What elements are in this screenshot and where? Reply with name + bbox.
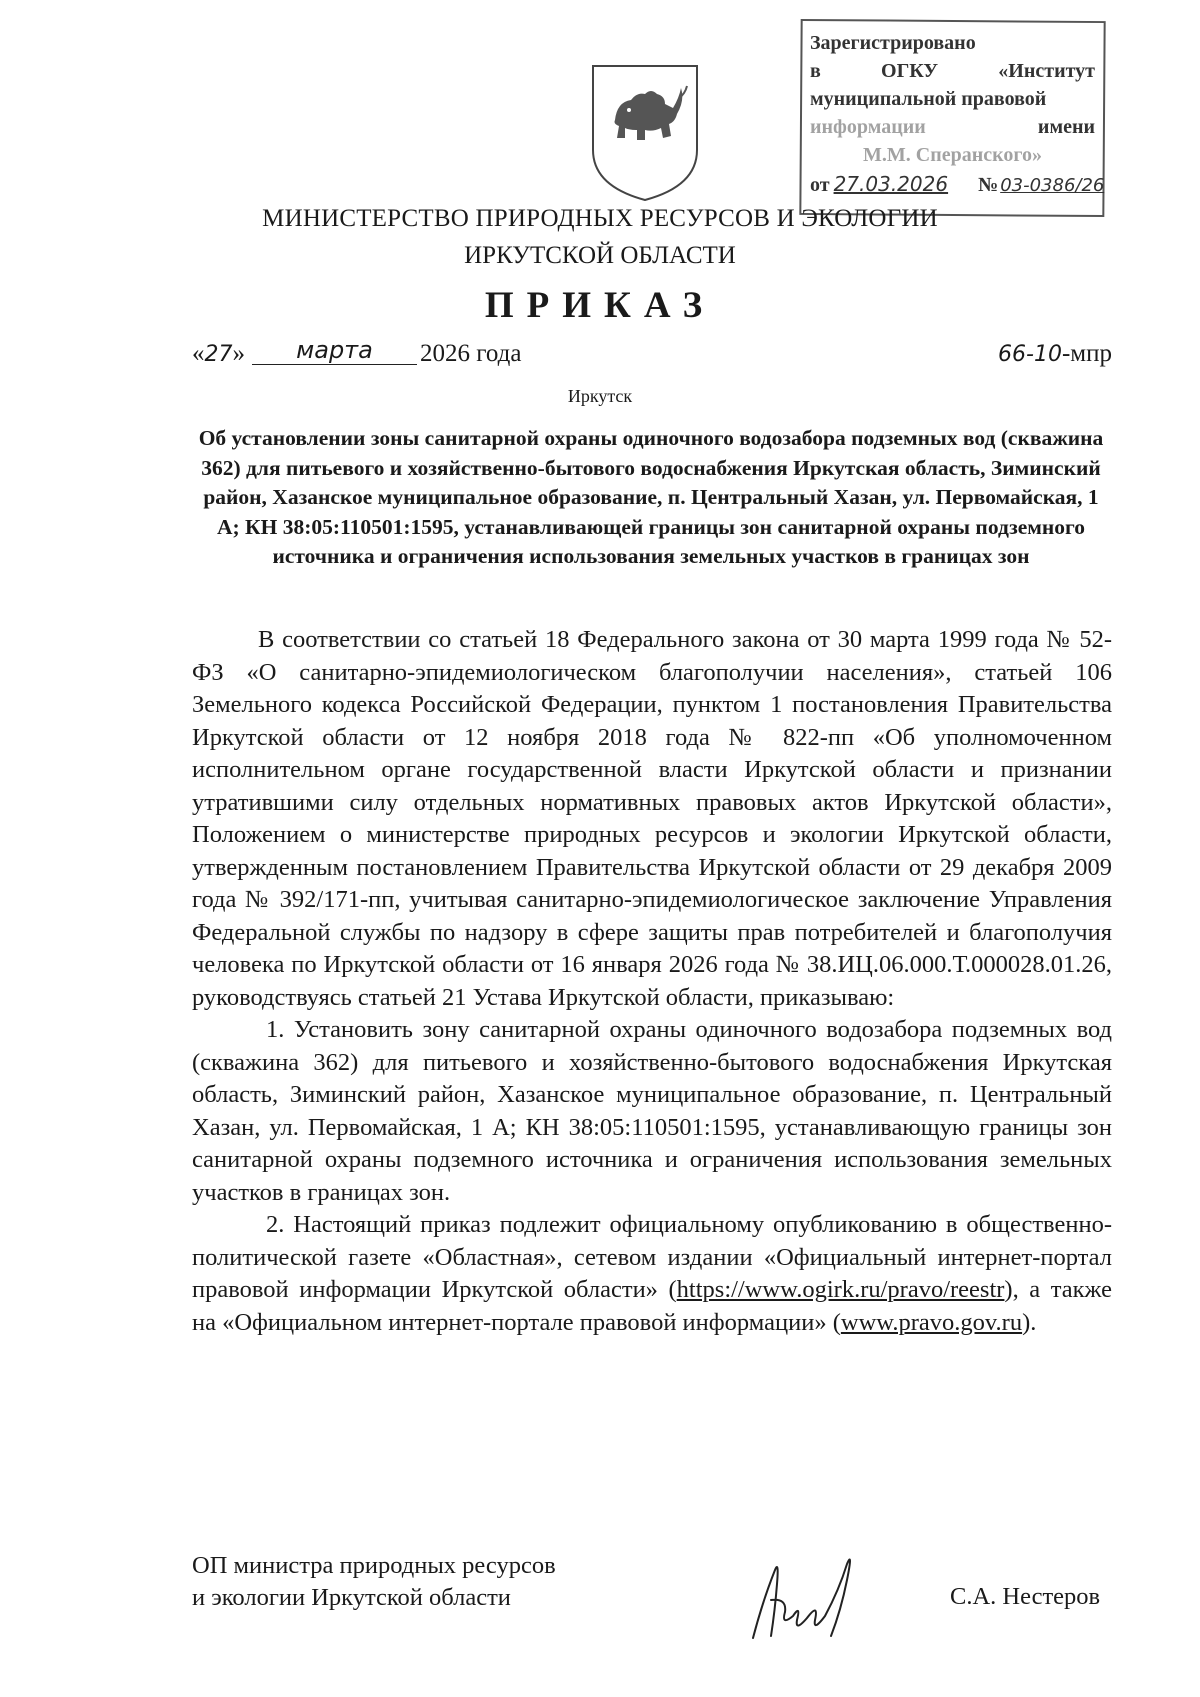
stamp-line-2: в ОГКУ «Институт	[810, 60, 1095, 82]
ministry-name: МИНИСТЕРСТВО ПРИРОДНЫХ РЕСУРСОВ И ЭКОЛОГИИ	[262, 205, 938, 232]
link-pravo-gov[interactable]: www.pravo.gov.ru	[840, 1308, 1023, 1336]
signatory-position: ОП министра природных ресурсов и экологии Иркутской области	[192, 1552, 556, 1611]
document-type: ПРИКАЗ	[484, 285, 716, 326]
preamble-paragraph: В соответствии со статьей 18 Федерального закона от 30 марта 1999 года № 52-ФЗ «О санитарно-эпидемиологическом благополучии населения», статьей 106 Земельного кодекса Российской Федерации, пунктом 1 постановления Правительства Иркутской области от 12 ноября 2018 года № 822-пп «Об уполномоченном исполнительном органе государственной власти Иркутской области и признании утратившими силу отдельных нормативных правовых актов Иркутской области», Положением о министерстве природных ресурсов и экологии Иркутской области, утвержденным постановлением Правительства Иркутской области от 29 декабря 2009 года № 392/171-пп, учитывая санитарно-эпидемиологическое заключение Управления Федеральной службы по надзору в сфере защиты прав потребителей и благополучия человека по Иркутской области от 16 января 2026 года № 38.ИЦ.06.000.Т.000028.01.26, руководствуясь статьей 21 Устава Иркутской области, приказываю:	[192, 626, 1112, 1011]
coat-of-arms-icon	[585, 58, 705, 208]
stamp-reg-number: 03-0386/26	[1000, 175, 1105, 196]
stamp-reg-date: 27.03.2026	[833, 172, 949, 196]
signatory-name: С.А. Нестеров	[950, 1583, 1101, 1610]
stamp-reg-line: от 27.03.2026 № 03-0386/26	[810, 172, 1105, 196]
city: Иркутск	[567, 386, 633, 406]
region-name: ИРКУТСКОЙ ОБЛАСТИ	[464, 242, 736, 269]
date-number-row	[192, 336, 1112, 380]
order-date-day: «27»	[192, 340, 245, 367]
order-number: 66-10-мпр	[998, 340, 1112, 367]
order-title: Об установлении зоны санитарной охраны одиночного водозабора подземных вод (скважина 362) для питьевого и хозяйственно-бытового водоснабжения Иркутская область, Зиминский район, Хазанское муниципальное образование, п. Центральный Хазан, ул. Первомайская, 1 А; КН 38:05:110501:1595, устанавливающей границы зон санитарной охраны подземного источника и ограничения использования земельных участков в границах зон	[198, 426, 1104, 568]
item-1-paragraph: 1. Установить зону санитарной охраны одиночного водозабора подземных вод (скважина 362) для питьевого и хозяйственно-бытового водоснабжения Иркутская область, Зиминский район, Хазанское муниципальное образование, п. Центральный Хазан, ул. Первомайская, 1 А; КН 38:05:110501:1595, устанавливающую границы зон санитарной охраны подземного источника и ограничения использования земельных участков в границах зон.	[192, 1016, 1112, 1206]
link-ogirk[interactable]: https://www.ogirk.ru/pravo/reestr	[676, 1276, 1005, 1303]
stamp-line-4: информации имени	[810, 116, 1095, 138]
stamp-line-5: М.М. Сперанского»	[863, 144, 1042, 166]
stamp-line-3: муниципальной правовой	[810, 88, 1047, 110]
order-date-month: марта	[252, 336, 417, 365]
stamp-line-1: Зарегистрировано	[810, 32, 976, 54]
item-2-paragraph: 2. Настоящий приказ подлежит официальному опубликованию в общественно-политической газете «Областная», сетевом издании «Официальный интернет-портал правовой информации Иркутской области» (https://www.ogirk.ru/pravo/reestr), а также на «Официальном интернет-портале правовой информации» (www.pravo.gov.ru).	[192, 1211, 1112, 1336]
order-body	[192, 624, 1112, 1339]
handwritten-signature	[735, 1540, 875, 1650]
order-date-year: 2026 года	[420, 340, 522, 367]
registration-stamp	[800, 20, 1105, 216]
